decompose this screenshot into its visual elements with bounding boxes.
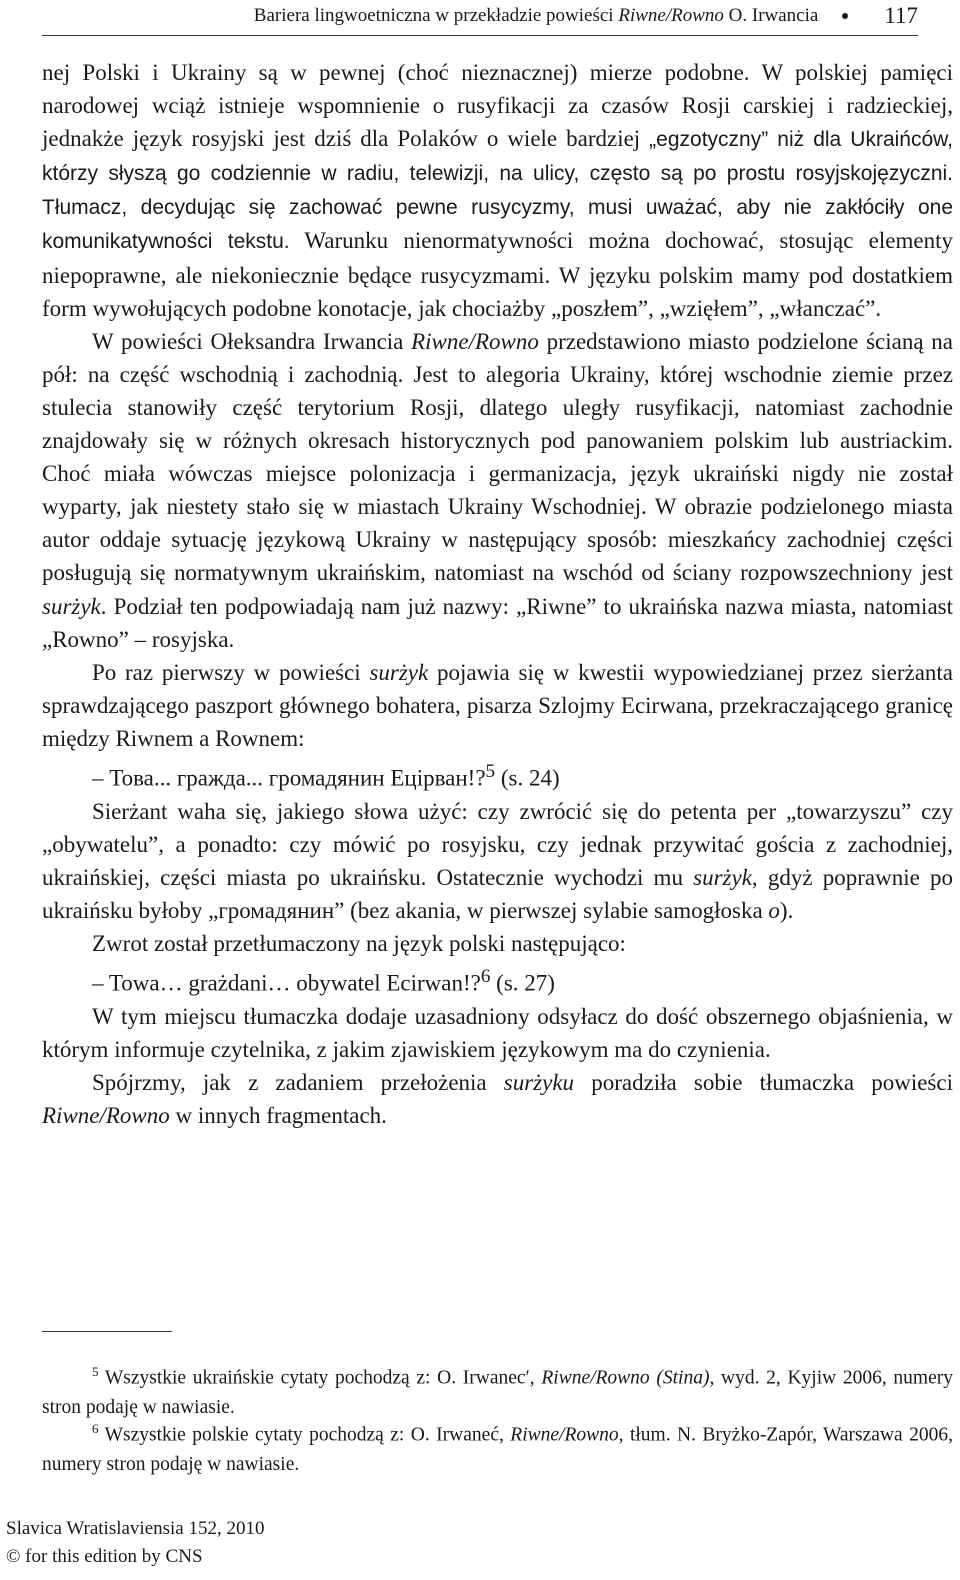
p4-vowel: o bbox=[768, 898, 780, 923]
p4-text-d: ). bbox=[779, 898, 794, 923]
header-rule bbox=[42, 35, 918, 36]
footnote-text: Wszystkie ukraińskie cytaty pochodzą z: O. Irwanec′, bbox=[98, 1367, 542, 1389]
paragraph-4 bbox=[42, 795, 953, 927]
p7-book-title: Riwne/Rowno bbox=[42, 1103, 170, 1129]
p7-text-c: w innych fragmentach. bbox=[169, 1103, 387, 1129]
p4-text-a: Sierżant waha się, jakiego słowa użyć: czy zwrócić się do petenta per „towarzyszu” czy „obywatelu”, a ponadto: czy mówić po rosyjsku, czy jednak przywitać gościa z zachodniej, ukraińskiej, części miasta po ukraińsku. Ostatecznie wychodzi mu bbox=[42, 798, 953, 890]
p1-text-a: nej Polski i Ukrainy są w pewnej (choć nieznacznej) mierze podobne. W polskiej pamięci narodowej wciąż istnieje wspomnienie o rusyfikacji za czasów Rosji carskiej i radzieckiej, jednakże język rosyjski jest dziś dla Polaków o wiele bardziej bbox=[42, 60, 953, 152]
quote-2-page: (s. 27) bbox=[490, 970, 555, 996]
paragraph-6: W tym miejscu tłumaczka dodaje uzasadniony odsyłacz do dość obszernego objaśnienia, w którym informuje czytelnika, z jakim zjawiskiem językowym ma do czynienia. bbox=[42, 1003, 953, 1063]
bullet-dot bbox=[842, 13, 848, 19]
p1-text-b: „egzotyczny” niż dla Ukraińców, którzy słyszą go codziennie w radiu, telewizji, na ulicy, często są po prostu rosyjskojęzyczni. Tłumacz, decydując się zachować pewne rusycyzmy, musi uważać, aby nie zakłóciły one komunikatywności tekstu. bbox=[42, 128, 953, 254]
paragraph-7 bbox=[42, 1066, 953, 1132]
paragraph-5: Zwrot został przetłumaczony na język polski następująco: bbox=[92, 931, 626, 957]
running-head-text: Bariera lingwoetniczna w przekładzie powieści bbox=[253, 5, 619, 26]
footnote-number: 5 bbox=[92, 1364, 99, 1379]
p3-text-a: Po raz pierwszy w powieści bbox=[92, 659, 370, 685]
footnote-number: 6 bbox=[92, 1421, 99, 1436]
footnote-text: , wyd. 2, Kyjiw 2006, numery stron podaję w nawiasie. bbox=[42, 1367, 954, 1418]
quote-ukrainian bbox=[42, 755, 953, 795]
paragraph-3 bbox=[42, 656, 953, 755]
quote-1-text: – Това... гражда... громадянин Ецірван!? bbox=[92, 765, 486, 791]
footnote-title: Riwne/Rowno (Stina) bbox=[541, 1367, 710, 1389]
running-head-author: O. Irwancia bbox=[723, 5, 819, 26]
footnote-6 bbox=[42, 1414, 953, 1479]
paragraph-2 bbox=[42, 325, 953, 656]
p4-text-c: ” (bez akania, w pierwszej sylabie samogłoska bbox=[334, 898, 769, 923]
running-head-title: Riwne/Rowno bbox=[618, 5, 724, 26]
p7-text-a: Spójrzmy, jak z zadaniem przełożenia bbox=[92, 1070, 504, 1096]
p2-text-a: W powieści Ołeksandra Irwancia bbox=[92, 328, 412, 354]
p7-text-b: poradziła sobie tłumaczka powieści bbox=[574, 1070, 953, 1096]
p2-term: surżyk bbox=[42, 593, 101, 619]
quote-2-text: – Towa… grażdani… obywatel Ecirwan!? bbox=[92, 970, 481, 996]
paragraph-1 bbox=[42, 56, 953, 325]
page-header bbox=[42, 0, 918, 32]
footnote-ref-6: 6 bbox=[480, 966, 491, 988]
footnote-ref-5: 5 bbox=[485, 760, 496, 782]
p1-text-c: Warunku nienormatywności można dochować, stosując elementy niepoprawne, ale niekoniecznie będące rusycyzmami. W języku polskim mamy pod dostatkiem form wywołujących podobne konotacje, jak chociażby „poszłem”, „wzięłem”, „włanczać”. bbox=[42, 228, 953, 321]
footnote-text: Wszystkie polskie cytaty pochodzą z: O. Irwaneć, bbox=[98, 1424, 511, 1446]
page-number: 117 bbox=[884, 3, 918, 28]
p2-text-b: przedstawiono miasto podzielone ścianą na pół: na część wschodnią i zachodnią. Jest to alegoria Ukrainy, której wschodnie ziemie przez stulecia stanowiły część terytorium Rosji, dlatego uległy rusyfikacji, natomiast zachodnie znajdowały się w różnych okresach historycznych pod panowaniem polskim lub austriackim. Choć miała wówczas miejsce polonizacja i germanizacja, język ukraiński nigdy nie został wyparty, jak niestety stało się w miastach Ukrainy Wschodniej. W obrazie podzielonego miasta autor oddaje sytuację językową Ukrainy w następujący sposób: mieszkańcy zachodniej części posługują się normatywnym ukraińskim, natomiast na wschód od ściany rozpowszechniony jest bbox=[42, 328, 953, 586]
running-head bbox=[42, 5, 842, 27]
p2-book-title: Riwne/Rowno bbox=[411, 328, 539, 354]
p2-text-c: . Podział ten podpowiadają nam już nazwy: „Riwne” to ukraińska nazwa miasta, natomiast „Rowno” – rosyjska. bbox=[42, 593, 953, 652]
footnote-text: , tłum. N. Bryżko-Zapór, Warszawa 2006, numery stron podaję w nawiasie. bbox=[42, 1424, 953, 1475]
copyright-notice: © for this edition by CNS bbox=[6, 1546, 203, 1567]
p4-text-b: , gdyż poprawnie po ukraińsku byłoby „ bbox=[42, 864, 953, 923]
p4-cyrillic-word: громадянин bbox=[218, 898, 335, 923]
page-footer bbox=[6, 1515, 265, 1571]
quote-1-page: (s. 24) bbox=[495, 765, 560, 791]
footnote-rule bbox=[42, 1331, 172, 1332]
p7-term: surżyku bbox=[503, 1070, 575, 1096]
footnote-title: Riwne/Rowno bbox=[510, 1424, 619, 1446]
journal-name: Slavica Wratislaviensia 152, 2010 bbox=[6, 1518, 265, 1539]
footnote-5 bbox=[42, 1357, 953, 1422]
quote-polish bbox=[42, 960, 953, 1000]
p3-text-b: pojawia się w kwestii wypowiedzianej przez sierżanta sprawdzającego paszport głównego bohatera, pisarza Szlojmy Ecirwana, przekraczającego granicę między Riwnem a Rownem: bbox=[42, 659, 953, 751]
main-text bbox=[42, 56, 953, 1132]
p3-term: surżyk bbox=[369, 659, 429, 685]
p4-term: surżyk bbox=[693, 864, 752, 890]
